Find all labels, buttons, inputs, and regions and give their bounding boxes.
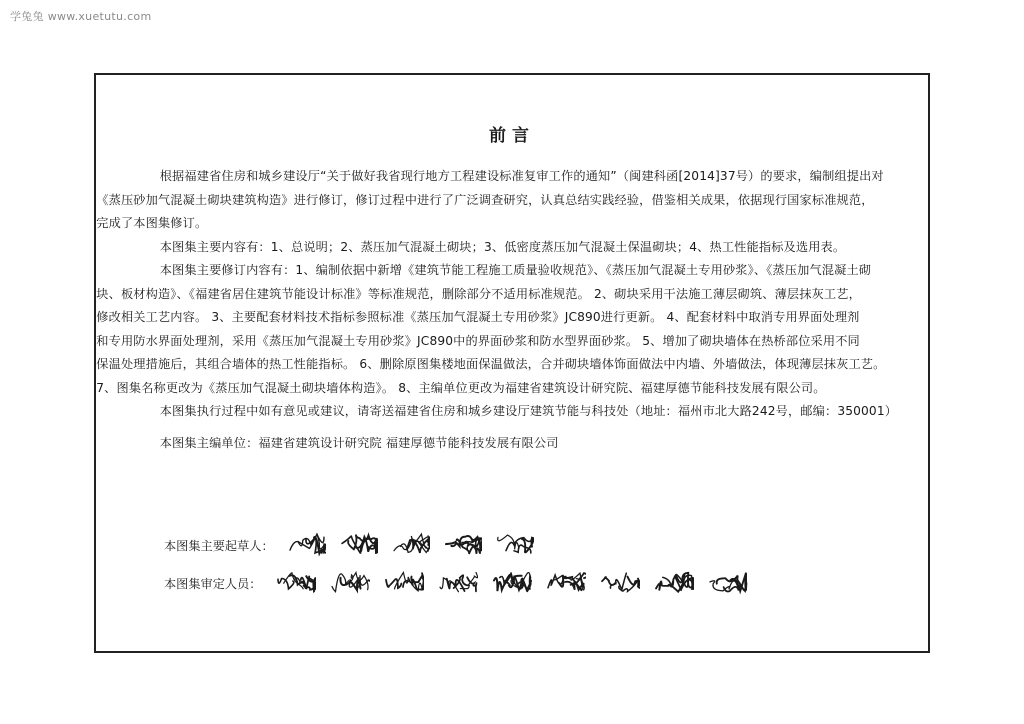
reviewer-signature: [708, 569, 748, 595]
text-line: 《蒸压砂加气混凝土砌块建筑构造》进行修订，修订过程中进行了广泛调查研究，认真总结实践经验，借鉴相关成果，依据现行国家标准规范，: [96, 192, 874, 207]
reviewer-signatures: [262, 569, 748, 598]
preface-body: [96, 165, 898, 455]
reviewer-signature: [654, 569, 694, 595]
reviewer-signature: [546, 569, 586, 595]
drafter-signature: [340, 531, 378, 557]
text-line: 本图集主编单位：福建省建筑设计研究院 福建厚德节能科技发展有限公司: [159, 435, 559, 450]
reviewer-signature: [330, 569, 370, 595]
drafters-row: [164, 531, 534, 560]
page-title: 前言: [489, 126, 535, 146]
reviewer-signature: [492, 569, 532, 595]
drafter-signature: [288, 531, 326, 557]
paragraph-basis: [96, 165, 898, 236]
reviewer-signature: [276, 569, 316, 595]
text-line: 保温处理措施后，其组合墙体的热工性能指标。 6、删除原图集楼地面保温做法，合并砌块墙体饰面做法中内墙、外墙做法，体现薄层抹灰工艺。: [96, 357, 886, 371]
paragraph-revisions: [96, 259, 898, 400]
reviewers-label: 本图集审定人员：: [164, 577, 262, 591]
drafters-label: 本图集主要起草人：: [164, 539, 274, 553]
text-line: 块、板材构造》、《福建省居住建筑节能设计标准》等标准规范，删除部分不适用标准规范。 2、砌块采用干法施工薄层砌筑、薄层抹灰工艺，: [96, 286, 861, 301]
drafter-signature: [444, 531, 482, 557]
text-line: 修改相关工艺内容。 3、主要配套材料技术指标参照标准《蒸压加气混凝土专用砂浆》JC890进行更新。 4、配套材料中取消专用界面处理剂: [96, 310, 860, 324]
text-line: 7、图集名称更改为《蒸压加气混凝土砌块墙体构造》。 8、主编单位更改为福建省建筑设计研究院、福建厚德节能科技发展有限公司。: [96, 380, 826, 395]
drafter-signatures: [274, 531, 534, 560]
watermark: 学兔兔 www.xuetutu.com: [10, 10, 152, 23]
text-line: 和专用防水界面处理剂，采用《蒸压加气混凝土专用砂浆》JC890中的界面砂浆和防水型界面砂浆。 5、增加了砌块墙体在热桥部位采用不同: [96, 333, 860, 348]
reviewer-signature: [384, 569, 424, 595]
text-line: 完成了本图集修订。: [96, 216, 208, 230]
reviewers-row: [164, 569, 748, 598]
drafter-signature: [496, 531, 534, 557]
text-line: 根据福建省住房和城乡建设厅“关于做好我省现行地方工程建设标准复审工作的通知”（闽建科函[2014]37号）的要求，编制组提出对: [159, 169, 884, 183]
text-line: 本图集主要修订内容有：1、编制依据中新增《建筑节能工程施工质量验收规范》、《蒸压加气混凝土专用砂浆》、《蒸压加气混凝土砌: [159, 263, 872, 277]
paragraph-contents: [128, 236, 898, 260]
text-line: 本图集主要内容有：1、总说明；2、蒸压加气混凝土砌块；3、低密度蒸压加气混凝土保温砌块；4、热工性能指标及选用表。: [159, 239, 846, 254]
reviewer-signature: [600, 569, 640, 595]
reviewer-signature: [438, 569, 478, 595]
paragraph-editor-units: [128, 432, 898, 456]
text-line: 本图集执行过程中如有意见或建议，请寄送福建省住房和城乡建设厅建筑节能与科技处（地址：福州市北大路242号，邮编：350001）: [159, 404, 898, 418]
paragraph-feedback: [128, 400, 898, 424]
document-frame: [94, 73, 930, 653]
drafter-signature: [392, 531, 430, 557]
